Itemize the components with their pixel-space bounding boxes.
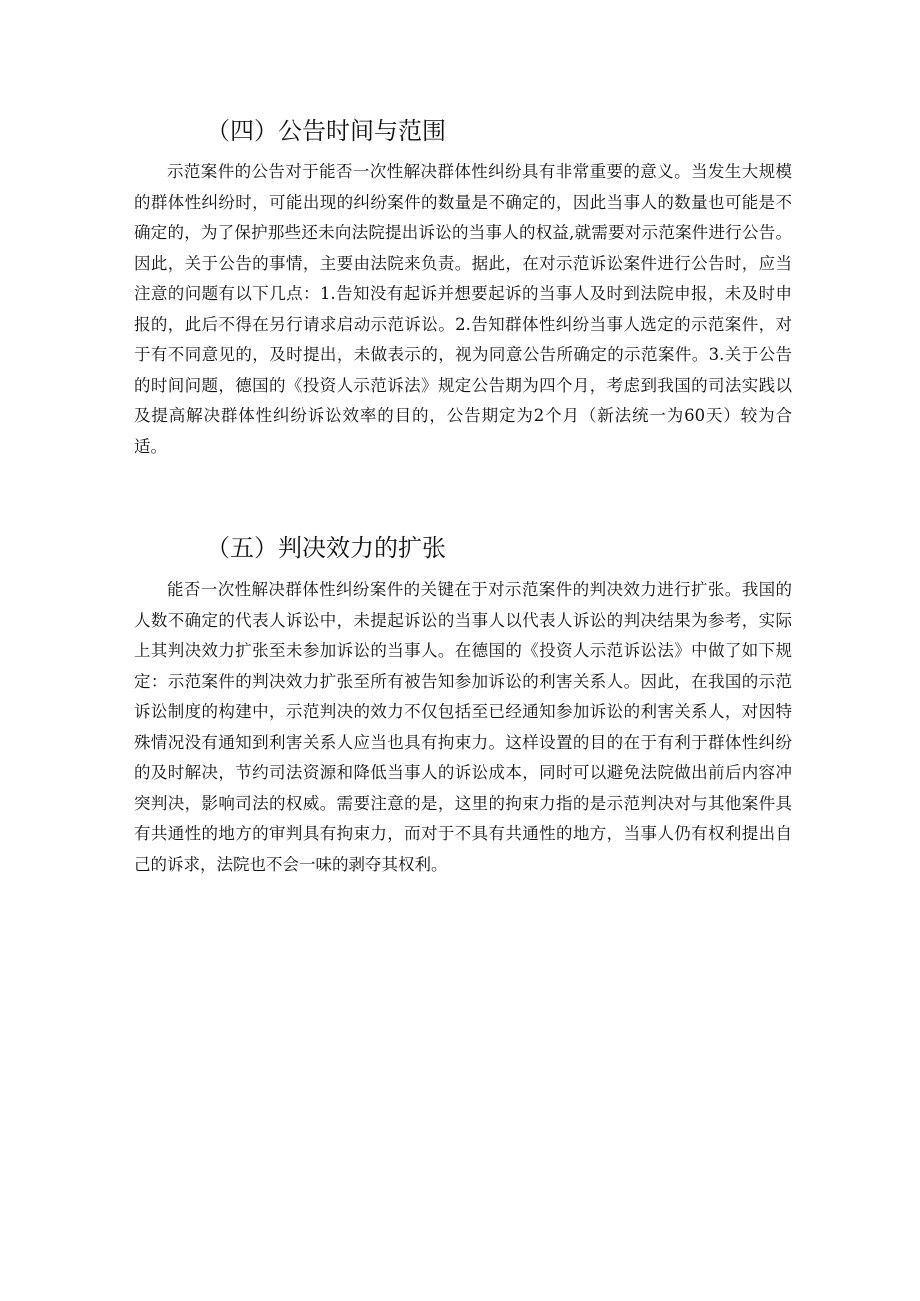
section-5-paragraph: 能否一次性解决群体性纠纷案件的关键在于对示范案件的判决效力进行扩张。我国的人数不确定的代表人诉讼中，未提起诉讼的当事人以代表人诉讼的判决结果为参考，实际上其判决效力扩张至未参加诉讼的当事人。在德国的《投资人示范诉讼法》中做了如下规定：示范案件的判决效力扩张至所有被告知参加诉讼的利害关系人。因此，在我国的示范诉讼制度的构建中，示范判决的效力不仅包括至已经通知参加诉讼的利害关系人，对因特殊情况没有通知到利害关系人应当也具有拘束力。这样设置的目的在于有利于群体性纠纷的及时解决，节约司法资源和降低当事人的诉讼成本，同时可以避免法院做出前后内容冲突判决，影响司法的权威。需要注意的是，这里的拘束力指的是示范判决对与其他案件具有共通性的地方的审判具有拘束力，而对于不具有共通性的地方，当事人仍有权利提出自己的诉求，法院也不会一味的剥夺其权利。 — [134, 580, 792, 874]
section-5-heading: （五）判决效力的扩张 — [206, 534, 446, 562]
section-4-paragraph: 示范案件的公告对于能否一次性解决群体性纠纷具有非常重要的意义。当发生大规模的群体性纠纷时，可能出现的纠纷案件的数量是不确定的，因此当事人的数量也可能是不确定的，为了保护那些还未向法院提出诉讼的当事人的权益,就需要对示范案件进行公告。因此，关于公告的事情，主要由法院来负责。据此，在对示范诉讼案件进行公告时，应当注意的问题有以下几点：1.告知没有起诉并想要起诉的当事人及时到法院申报，未及时申报的，此后不得在另行请求启动示范诉讼。2.告知群体性纠纷当事人选定的示范案件，对于有不同意见的，及时提出，未做表示的，视为同意公告所确定的示范案件。3.关于公告的时间问题，德国的《投资人示范诉法》规定公告期为四个月，考虑到我国的司法实践以及提高解决群体性纠纷诉讼效率的目的，公告期定为2个月（新法统一为60天）较为合适。 — [134, 162, 792, 456]
section-4-heading: （四）公告时间与范围 — [206, 117, 446, 145]
